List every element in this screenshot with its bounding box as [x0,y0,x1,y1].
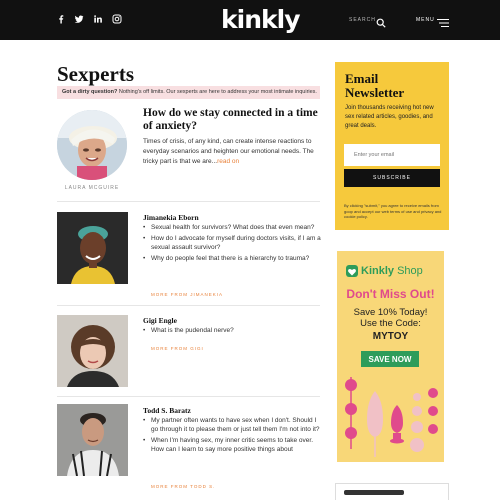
expert-photo-jimanekia[interactable] [57,212,128,284]
more-from-expert-link[interactable]: MORE FROM JIMANEKIA [151,292,224,297]
subscribe-button[interactable]: SUBSCRIBE [344,169,440,187]
featured-author-name[interactable]: LAURA MCGUIRE [64,185,120,191]
newsletter-title-line: Email [345,71,379,86]
menu-label[interactable]: MENU [416,17,435,23]
featured-article-title[interactable]: How do we stay connected in a time of anxiety? [143,107,318,132]
linkedin-icon[interactable] [93,14,103,24]
question-link[interactable]: • When I'm having sex, my inner critic seems to take over. How can I learn to say more positive things about [143,436,323,454]
expert-photo-todd[interactable] [57,404,128,476]
ad-headline: Don't Miss Out! [346,287,435,301]
excerpt-text: Times of crisis, of any kind, can create intense reactions to everyday scenarios and heighten our emotional needs. The tricky part is that we are... [143,138,314,165]
ad-offer-line: Save 10% Today! [353,307,428,318]
newsletter-description: Join thousands receiving hot new sex related articles, goodies, and great deals. [345,105,434,129]
facebook-icon[interactable] [56,14,66,24]
expert-photo-gigi[interactable] [57,315,128,387]
question-link[interactable]: • Why do people feel that there is a hierarchy to trauma? [143,254,323,263]
newsletter-title-line: Newsletter [345,85,405,100]
more-from-expert-link[interactable]: MORE FROM TODD S. [151,484,216,489]
hamburger-menu-icon[interactable] [437,15,449,25]
question-list [143,223,323,265]
section-divider [57,201,320,202]
question-link[interactable]: • My partner often wants to have sex when I don't. Should I go through it to please them or just tell them I'm not into it? [143,416,323,434]
question-link[interactable]: • How do I advocate for myself during doctors visits, if I am a sexual assault survivor? [143,234,323,252]
save-now-button[interactable]: SAVE NOW [361,351,419,367]
email-field[interactable] [344,144,440,166]
more-from-expert-link[interactable]: MORE FROM GIGI [151,346,204,351]
page-title: Sexperts [57,62,134,86]
ad-brand-kinkly: Kinkly [361,265,395,277]
toys-illustration [337,371,444,462]
ad-offer [337,307,444,329]
top-navigation-bar [0,0,500,40]
expert-name[interactable]: Gigi Engle [143,316,177,325]
banner-headline: Got a dirty question? [62,89,118,95]
question-link[interactable]: • What is the pudendal nerve? [143,326,323,335]
search-icon[interactable] [376,15,386,25]
kinkly-shop-ad[interactable] [337,251,444,462]
ad-brand-shop: Shop [394,265,423,277]
question-list [143,326,323,337]
instagram-icon[interactable] [112,14,122,24]
card-heading-placeholder [344,490,404,495]
question-link[interactable]: • Sexual health for survivors? What does that even mean? [143,223,323,232]
expert-name[interactable]: Jimanekia Eborn [143,213,199,222]
section-divider [57,396,320,397]
search-label[interactable]: SEARCH [349,17,376,23]
section-divider [57,305,320,306]
sidebar-card [335,483,449,500]
site-logo[interactable]: kinkly [221,5,300,34]
intro-banner [57,86,320,99]
question-list [143,416,323,456]
twitter-icon[interactable] [74,14,84,24]
banner-text: Nothing's off limits. Our sexperts are here to address your most intimate inquiries. [117,89,317,95]
read-on-link[interactable]: read on [217,158,240,165]
featured-article-excerpt [143,137,321,167]
ad-promo-code: MYTOY [372,331,409,342]
ad-offer-line: Use the Code: [360,318,421,329]
kinkly-shop-logo-icon [346,265,358,277]
newsletter-title [345,72,404,100]
newsletter-signup-box [335,62,449,230]
expert-name[interactable]: Todd S. Baratz [143,406,191,415]
ad-brand [361,265,423,277]
newsletter-legal-text: By clicking "submit," you agree to receive emails from goop and accept our web terms of use and privacy and cookie policy. [344,203,442,219]
featured-author-photo[interactable] [57,110,127,180]
